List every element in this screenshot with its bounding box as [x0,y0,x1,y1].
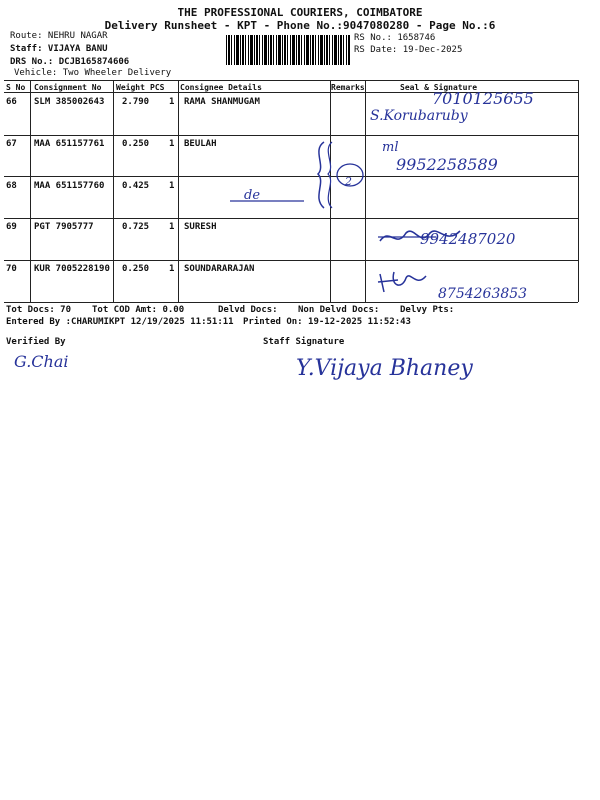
dash-stroke [228,197,308,205]
col-header-weight: Weight [116,83,145,92]
row-weight: 2.790 [122,97,150,107]
drs-number: DRS No.: DCJB165874606 [10,57,130,67]
col-header-seal-signature: Seal & Signature [400,83,478,92]
barcode-image [226,35,350,65]
row-consignment: MAA 651157761 [34,139,105,149]
total-docs: Tot Docs: 70 [6,305,72,315]
staff-signature: Y.Vijaya Bhaney [296,356,473,381]
row-pcs: 1 [169,264,175,274]
row-weight: 0.425 [122,181,150,191]
rs-number: RS No.: 1658746 [354,33,436,43]
row-consignee: SURESH [184,222,217,232]
handwritten-number: 7010125655 [432,89,534,108]
route-label: Route: NEHRU NAGAR [10,31,108,41]
non-delivered-docs: Non Delvd Docs: [298,305,380,315]
row-pcs: 1 [169,181,175,191]
row-sno: 70 [6,264,17,274]
delivery-points: Delvy Pts: [400,305,455,315]
runsheet-subtitle: Delivery Runsheet - KPT - Phone No.:9047080280 - Page No.:6 [104,19,496,32]
circled-note: 2 [345,175,352,188]
row-consignment: KUR 7005228190 [34,264,110,274]
col-header-pcs: PCS [150,83,165,92]
col-header-consignee: Consignee Details [180,83,262,92]
signature-scribble [376,264,436,296]
handwritten-phone: 9952258589 [396,155,498,174]
row-weight: 0.250 [122,139,150,149]
company-title: THE PROFESSIONAL COURIERS, COIMBATORE [177,6,423,19]
col-header-consignment: Consignment No [34,83,102,92]
staff-signature-label: Staff Signature [263,337,345,347]
row-sno: 68 [6,181,17,191]
handwritten-phone: 8754263853 [438,286,528,302]
rs-date: RS Date: 19-Dec-2025 [354,45,463,55]
delivered-docs: Delvd Docs: [218,305,278,315]
row-consignee: SOUNDARARAJAN [184,264,255,274]
row-consignee: BEULAH [184,139,217,149]
row-pcs: 1 [169,97,175,107]
handwritten-mark: de [244,188,261,203]
verified-by-label: Verified By [6,337,66,347]
col-header-sno: S No [6,83,26,92]
row-pcs: 1 [169,139,175,149]
row-sno: 67 [6,139,17,149]
total-cod-amount: Tot COD Amt: 0.00 [92,305,185,315]
row-consignee: RAMA SHANMUGAM [184,97,260,107]
row-sno: 69 [6,222,17,232]
handwritten-phone: 9942487020 [420,230,516,248]
entered-by: Entered By :CHARUMIKPT 12/19/2025 11:51:11 [6,317,234,327]
staff-label: Staff: VIJAYA BANU [10,44,108,54]
handwritten-signature: S.Korubaruby [370,108,468,124]
row-consignment: MAA 651157760 [34,181,105,191]
col-header-remarks: Remarks [331,83,365,92]
row-weight: 0.725 [122,222,150,232]
vehicle-label: Vehicle: Two Wheeler Delivery [14,68,172,78]
verifier-signature: G.Chai [14,352,69,371]
row-consignment: SLM 385002643 [34,97,105,107]
row-pcs: 1 [169,222,175,232]
handwritten-signature: ml [382,140,399,155]
row-weight: 0.250 [122,264,150,274]
printed-on: Printed On: 19-12-2025 11:52:43 [243,317,411,327]
row-sno: 66 [6,97,17,107]
row-consignment: PGT 7905777 [34,222,94,232]
